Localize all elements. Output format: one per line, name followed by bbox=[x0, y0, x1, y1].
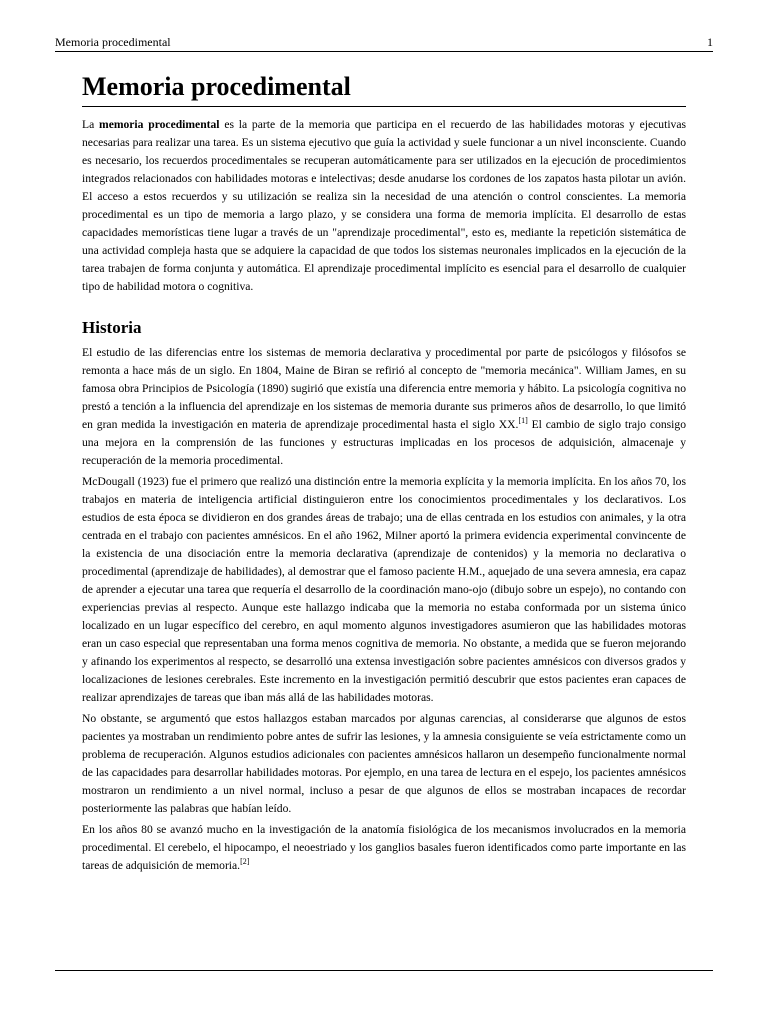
historia-p4-text: En los años 80 se avanzó mucho en la investigación de la anatomía fisiológica de los mecanismos involucrados en la memoria procedimental. El cerebelo, el hipocampo, el neoestriado y los ganglios basales fueron identificados como parte importante en las tareas de adquisición de memoria. bbox=[82, 823, 686, 872]
intro-text: es la parte de la memoria que participa en el recuerdo de las habilidades motoras y ejecutivas necesarias para realizar una tarea. Es un sistema ejecutivo que guía la actividad y suele funcionar a un nivel inconsciente. Cuando es necesario, los recuerdos procedimentales se recuperan automáticamente para ser utilizados en la ejecución de procedimientos integrados relacionados con habilidades motoras e intelectivas; desde anudarse los cordones de los zapatos hasta pilotar un avión. El acceso a estos recuerdos y su utilización se realiza sin la necesidad de una atención o control conscientes. La memoria procedimental es un tipo de memoria a largo plazo, y se considera una forma de memoria implícita. El desarrollo de estas capacidades memorísticas tiene lugar a través de un "aprendizaje procedimental", esto es, mediante la repetición sistemática de una actividad compleja hasta que se adquiere la capacidad de que todos los sistemas neuronales implicados en la ejecución de la tarea trabajen de forma conjunta y automática. El aprendizaje procedimental implícito es esencial para el desarrollo de cualquier tipo de habilidad motora o cognitiva. bbox=[82, 118, 687, 293]
historia-paragraph-2: McDougall (1923) fue el primero que realizó una distinción entre la memoria explícita y la memoria implícita. En los años 70, los trabajos en materia de inteligencia artificial distinguieron entre los conocimientos procedimentales y los declarativos. Los estudios de esta época se dividieron en dos grandes áreas de trabajo; una de ellas centrada en los estudios con animales, y la otra centrada en el trabajo con pacientes amnésicos. En el año 1962, Milner aportó la primera evidencia experimental convincente de la existencia de una disociación entre la memoria declarativa (aprendizaje de contenidos) y la memoria no declarativa o procedimental (aprendizaje de habilidades), al demostrar que el famoso paciente H.M., aquejado de una severa amnesia, era capaz de aprender a ejecutar una tarea que requería el desarrollo de la coordinación mano-ojo (dibujo sobre un espejo), no contando con experiencias previas al respecto. Aunque este hallazgo indicaba que la memoria no estaba conformada por un sistema único localizado en un lugar específico del cerebro, en aqul momento algunos investigadores asumieron que las habilidades motoras eran un caso especial que representaban una forma menos cognitiva de memoria. No obstante, a medida que se fueron mejorando y afinando los experimentos al respecto, se desarrolló una extensa investigación sobre pacientes amnésicos con diversos grados y localizaciones de lesiones cerebrales. Este incremento en la investigación permitió descubrir que estos pacientes eran capaces de realizar aprendizajes de tareas que iban más allá de las habilidades motoras. bbox=[82, 475, 686, 704]
historia-paragraph-1 bbox=[82, 344, 686, 470]
historia-paragraph-3: No obstante, se argumentó que estos hallazgos estaban marcados por algunas carencias, al considerarse que algunos de estos pacientes ya mostraban un rendimiento pobre antes de sufrir las lesiones, y la amnesia consiguiente se veía estrictamente como un problema de recuperación. Algunos estudios adicionales con pacientes amnésicos hallaron un desempeño funcionalmente normal de las capacidades para desarrollar habilidades motoras. Por ejemplo, en una tarea de lectura en el espejo, los pacientes amnésicos mostraron un rendimiento a un nivel normal, incluso a pesar de que algunos de ellos se mostraban incapaces de recordar posteriormente las palabras que habían leído. bbox=[82, 712, 686, 815]
page-number: 1 bbox=[707, 35, 713, 49]
footer-rule bbox=[55, 970, 713, 971]
historia-paragraph-4 bbox=[82, 821, 686, 875]
reference-link-2[interactable]: [2] bbox=[240, 857, 250, 866]
running-header-title: Memoria procedimental bbox=[55, 35, 171, 49]
intro-paragraph bbox=[82, 116, 686, 296]
intro-lead: La bbox=[82, 118, 100, 131]
historia-p1-text-b: El cambio de siglo trajo consigo una mejora en la comprensión de las funciones y estructuras implicadas en los procesos de adquisición, almacenaje y recuperación de la memoria procedimental. bbox=[82, 418, 686, 467]
article-body bbox=[82, 70, 686, 875]
historia-p1-text-a: El estudio de las diferencias entre los sistemas de memoria declarativa y procedimental por parte de psicólogos y filósofos se remonta a hace más de un siglo. En 1804, Maine de Biran se refirió al concepto de "memoria mecánica". William James, en su famosa obra Principios de Psicología (1890) sugirió que existía una diferencia entre memoria y hábito. La psicología cognitiva no prestó a tención a la influencia del aprendizaje en los sistemas de memoria durante sus primeros años de desarrollo, lo que limitó en gran medida la investigación en materia de aprendizaje procedimental hasta el siglo XX. bbox=[82, 346, 686, 431]
article-title: Memoria procedimental bbox=[82, 70, 686, 107]
intro-bold-term: memoria procedimental bbox=[99, 118, 220, 131]
running-header bbox=[55, 35, 713, 52]
reference-link-1[interactable]: [1] bbox=[518, 416, 528, 425]
section-heading-historia: Historia bbox=[82, 318, 142, 337]
